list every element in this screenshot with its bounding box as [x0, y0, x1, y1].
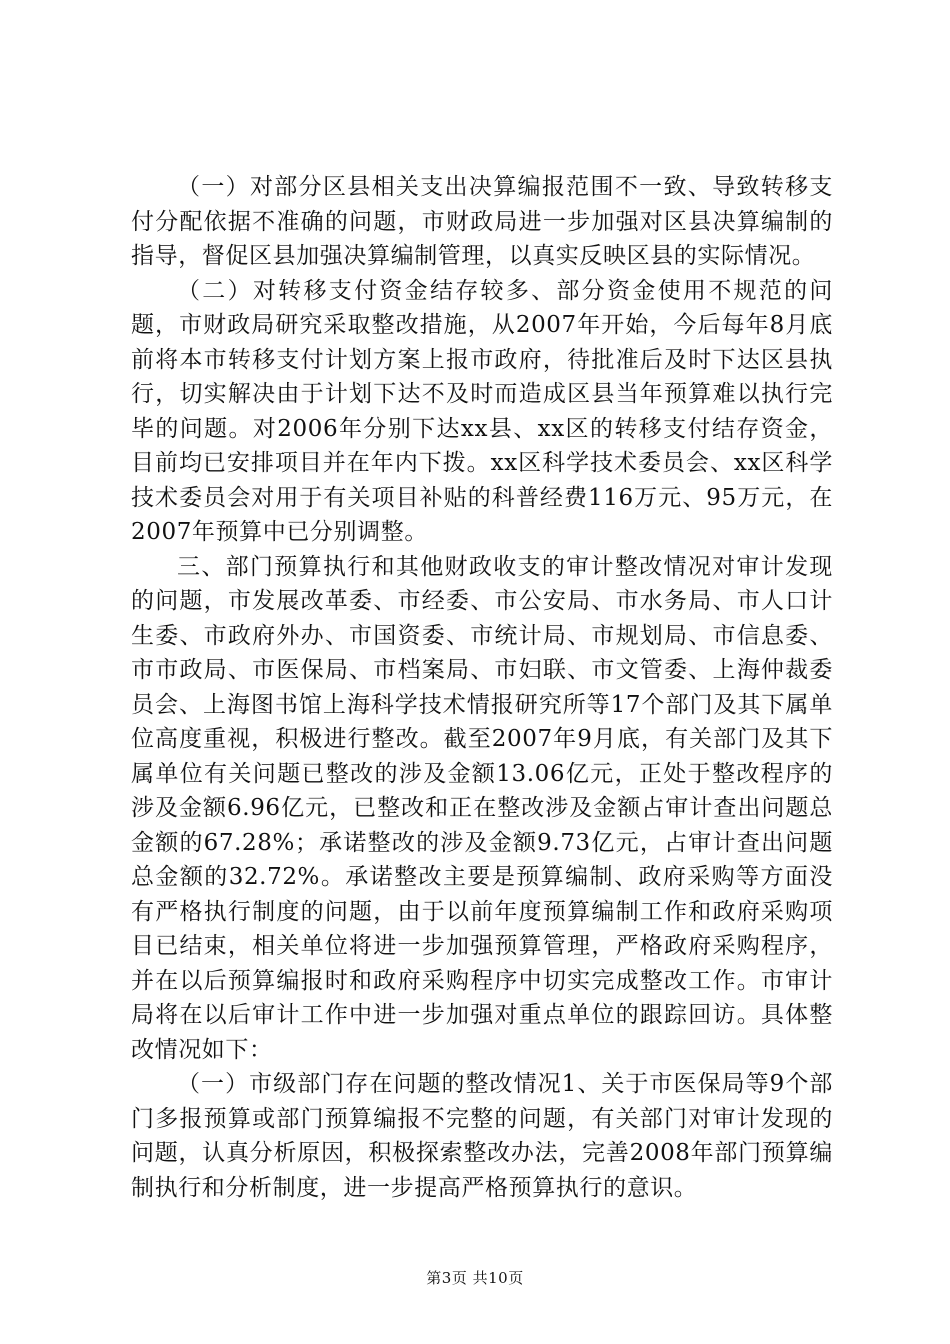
paragraph-2: （二）对转移支付资金结存较多、部分资金使用不规范的问题，市财政局研究采取整改措施，从2007年开始，今后每年8月底前将本市转移支付计划方案上报市政府，待批准后及时下达区县执行，切实解决由于计划下达不及时而造成区县当年预算难以执行完毕的问题。对2006年分别下达xx县、xx区的转移支付结存资金，目前均已安排项目并在年内下拨。xx区科学技术委员会、xx区科学技术委员会对用于有关项目补贴的科普经费116万元、95万元，在2007年预算中已分别调整。: [131, 277, 833, 545]
document-body: [131, 170, 833, 1205]
paragraph-1: （一）对部分区县相关支出决算编报范围不一致、导致转移支付分配依据不准确的问题，市财政局进一步加强对区县决算编制的指导，督促区县加强决算编制管理，以真实反映区县的实际情况。: [131, 174, 833, 269]
page-footer: 第3页 共10页: [426, 1269, 524, 1287]
paragraph-3: 三、部门预算执行和其他财政收支的审计整改情况对审计发现的问题，市发展改革委、市经委、市公安局、市水务局、市人口计生委、市政府外办、市国资委、市统计局、市规划局、市信息委、市市政局、市医保局、市档案局、市妇联、市文管委、上海仲裁委员会、上海图书馆上海科学技术情报研究所等17个部门及其下属单位高度重视，积极进行整改。截至2007年9月底，有关部门及其下属单位有关问题已整改的涉及金额13.06亿元，正处于整改程序的涉及金额6.96亿元，已整改和正在整改涉及金额占审计查出问题总金额的67.28%；承诺整改的涉及金额9.73亿元，占审计查出问题总金额的32.72%。承诺整改主要是预算编制、政府采购等方面没有严格执行制度的问题，由于以前年度预算编制工作和政府采购项目已结束，相关单位将进一步加强预算管理，严格政府采购程序，并在以后预算编报时和政府采购程序中切实完成整改工作。市审计局将在以后审计工作中进一步加强对重点单位的跟踪回访。具体整改情况如下：: [131, 553, 833, 1063]
paragraph-4: （一）市级部门存在问题的整改情况1、关于市医保局等9个部门多报预算或部门预算编报不完整的问题，有关部门对审计发现的问题，认真分析原因，积极探索整改办法，完善2008年部门预算编制执行和分析制度，进一步提高严格预算执行的意识。: [131, 1071, 833, 1201]
